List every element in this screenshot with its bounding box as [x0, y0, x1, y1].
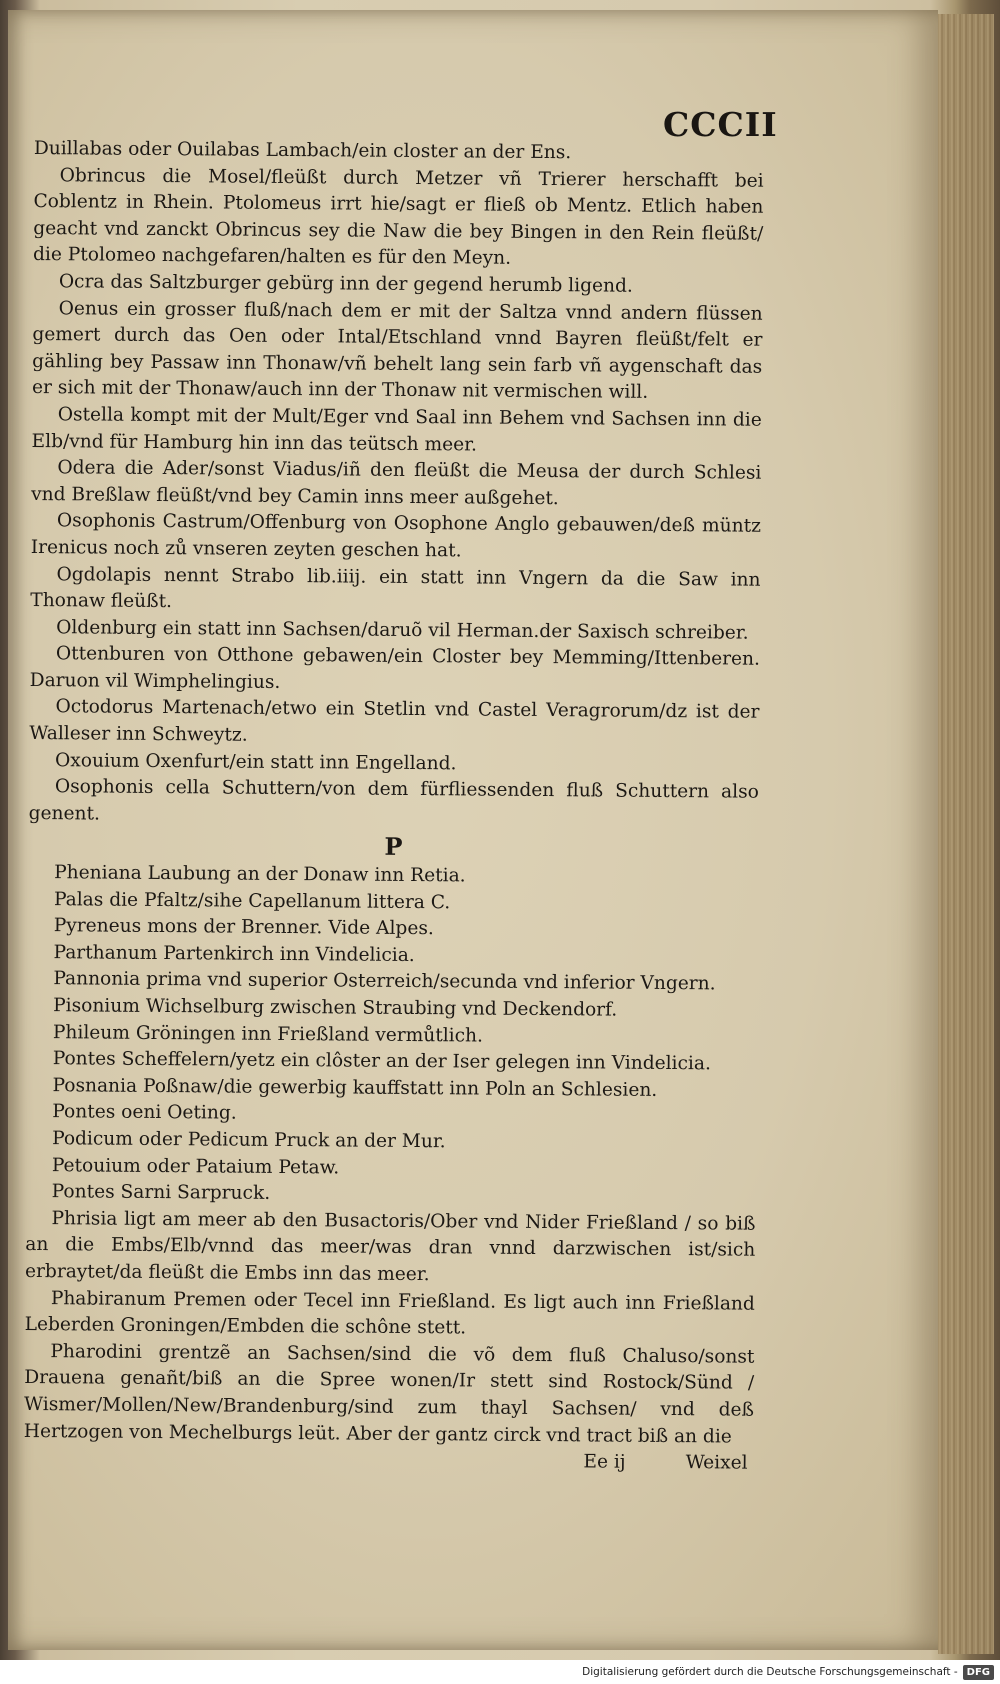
paragraph: Ottenburen von Otthone gebawen/ein Closter bey Memming/Ittenberen. Daruon vil Wimphelingius. [29, 643, 760, 693]
paragraph: Ocra das Saltzburger gebürg inn der gegend herumb ligend. [58, 271, 633, 297]
p-entry: Pontes Scheffelern/yetz ein clôster an der Iser gelegen inn Vindelicia. [52, 1048, 711, 1075]
p-entry: Pontes oeni Oeting. [52, 1101, 237, 1124]
paragraph: Duillabas oder Ouilabas Lambach/ein closter an der Ens. [33, 137, 572, 164]
paragraph: Ostella kompt mit der Mult/Eger vnd Saal inn Behem vnd Sachsen inn die Elb/vnd für Hamburg hin inn das teütsch meer. [31, 404, 762, 456]
folio-number: CCCII [663, 105, 778, 144]
paragraph: Osophonis Castrum/Offenburg von Osophone Anglo gebauwen/deß müntz Irenicus noch zů vnseren zeyten geschen hat. [30, 510, 762, 562]
paragraph: Ogdolapis nennt Strabo lib.iiij. ein statt inn Vngern da die Saw inn Thonaw fleüßt. [30, 563, 761, 613]
digitization-footer [0, 1660, 1000, 1684]
paragraph: Osophonis cella Schuttern/von dem fürfliessenden fluß Schuttern also genent. [28, 776, 759, 825]
p-entry: Pannonia prima vnd superior Osterreich/secunda vnd inferior Vngern. [53, 968, 716, 995]
p-entry: Pisonium Wichselburg zwischen Straubing vnd Deckendorf. [53, 995, 618, 1021]
p-entry: Pontes Sarni Sarpruck. [51, 1181, 271, 1205]
p-entry: Posnania Poßnaw/die gewerbig kauffstatt inn Poln an Schlesien. [52, 1074, 658, 1101]
p-entry: Phileum Gröningen inn Frießland vermůtlich. [52, 1021, 484, 1047]
p-entry: Petouium oder Pataium Petaw. [51, 1154, 340, 1178]
p-entry: Palas die Pfaltz/sihe Capellanum littera C. [53, 888, 451, 913]
p-entry: Pheniana Laubung an der Donaw inn Retia. [54, 862, 466, 887]
paragraph: Oenus ein grosser fluß/nach dem er mit der Saltza vnnd andern flüssen gemert durch das Oen oder Intal/Etschland vnnd Bayren fleüßt/felt er gähling bey Passaw inn Thonaw/vñ behelt lang sein farb vñ aygenschaft das er sich mit der Thonaw/auch inn der Thonaw nit vermischen will. [31, 297, 763, 404]
book-page-edges [938, 14, 994, 1654]
paragraph: Obrincus die Mosel/fleüßt durch Metzer vñ Trierer herschafft bei Coblentz in Rhein. Ptolomeus irrt hie/sagt er fließ ob Mentz. Etlich haben geacht vnd zanckt Obrincus sey die Naw die bey Bingen in den Rein fleüßt/ die Ptolomeo nachgefaren/halten es für den Meyn. [32, 164, 764, 270]
funding-credit: Digitalisierung gefördert durch die Deutsche Forschungsgemeinschaft - [582, 1666, 958, 1678]
paragraph: Octodorus Martenach/etwo ein Stetlin vnd Castel Veragrorum/dz ist der Walleser inn Schweytz. [29, 696, 760, 746]
signature-mark: Ee ij [583, 1451, 626, 1473]
p-entry: Parthanum Partenkirch inn Vindelicia. [53, 941, 415, 966]
p-entry: Pyreneus mons der Brenner. Vide Alpes. [53, 915, 434, 940]
p-entry: Phrisia ligt am meer ab den Busactoris/Ober vnd Nider Frießland / so biß an die Embs/Elb/vnnd das meer/was dran vnnd darzwischen ist/sich erbraytet/da fleüßt die Embs inn das meer. [24, 1207, 756, 1286]
text-block [24, 136, 764, 1477]
paragraph: Oxouium Oxenfurt/ein statt inn Engelland. [55, 749, 457, 774]
p-entry: Podicum oder Pedicum Pruck an der Mur. [52, 1128, 446, 1153]
p-entry: Pharodini grentzẽ an Sachsen/sind die võ dem fluß Chaluso/sonst Drauena genañt/biß an die Spree wonen/Ir stett sind Rostock/Sünd / Wismer/Mollen/New/Brandenburg/sind zum thayl Sachsen/ vnd deß Hertzogen von Mechelburgs leüt. Aber der gantz circk vnd tract biß an die [23, 1340, 755, 1448]
p-entry: Phabiranum Premen oder Tecel inn Frießland. Es ligt auch inn Frießland Leberden Groningen/Embden die schône stett. [24, 1287, 755, 1339]
catchword: Weixel [685, 1452, 748, 1474]
dfg-logo: DFG [963, 1665, 994, 1680]
paragraph: Odera die Ader/sonst Viadus/iñ den fleüßt die Meusa der durch Schlesi vnd Breßlaw fleüßt/vnd bey Camin inns meer außgehet. [31, 457, 762, 509]
paragraph: Oldenburg ein statt inn Sachsen/daruõ vil Herman.der Saxisch schreiber. [56, 616, 749, 644]
section-letter-heading: P [384, 832, 403, 862]
